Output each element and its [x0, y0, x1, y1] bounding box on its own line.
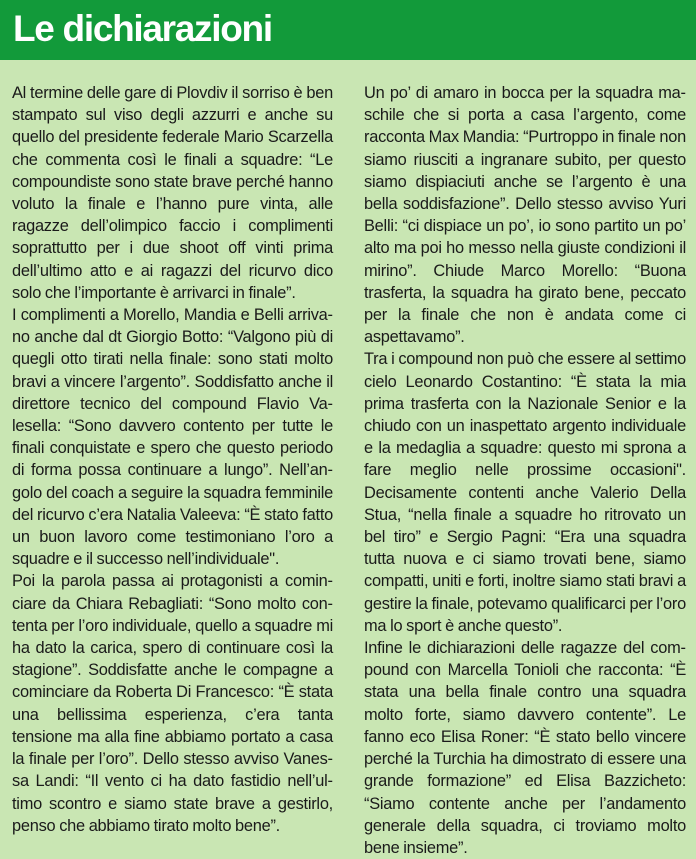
paragraph-men-recurve: Un po’ di amaro in bocca per la squadra maschile che si porta a casa l’argento, come racconta Max Mandia: “Purtroppo in finale non siamo riusciti a ingranare subito, per questo siamo dispiaciuti anche se l’argento è una bella soddisfazione”. Dello stesso avviso Yuri Belli: “ci dispiace un po’, io sono partito un po’ alto ma poi ho messo nella giuste condizioni il mirino”. Chiude Marco Morello: “Buona trasferta, la squadra ha girato bene, peccato per la finale che non è andata come ci aspettavamo”. — [364, 84, 686, 347]
paragraph-women-compound: Infine le dichiarazioni delle ragazze del compound con Marcella Tonioli che racconta: “È stata una bella finale contro una squadra molto forte, siamo davvero contente”. Le fanno eco Elisa Roner: “È stato bello vincere perché la Turchia ha dimostrato di essere una grande formazione” ed Elisa Bazzicheto: “Siamo contente anche per l’andamento generale della squadra, ci troviamo molto bene insieme”. — [364, 639, 686, 857]
paragraph-women-recurve: Poi la parola passa ai protagonisti a cominciare da Chiara Rebagliati: “Sono molto contenta per l’oro individuale, quello a squadre mi ha dato la carica, spero di continuare così la stagione”. Soddisfatte anche le compagne a cominciare da Roberta Di Francesco: “È stata una bellissima esperienza, c’era tanta tensione ma alla fine abbiamo portato a casa la finale per l’oro”. Dello stesso avviso Vanessa Landi: “Il vento ci ha dato fastidio nell’ultimo scontro e siamo state brave a gestirlo, penso che abbiamo tirato molto bene”. — [12, 572, 333, 835]
title-bar — [0, 0, 696, 60]
paragraph-scarzella: Al termine delle gare di Plovdiv il sorriso è ben stampato sul viso degli azzurri e anche su quello del presidente federale Mario Scarzella che commenta così le finali a squadre: “Le compoundiste sono state brave perché hanno voluto la finale e l’hanno pure vinta, alle ragazze dell’olimpico faccio i complimenti soprattutto per i due shoot off vinti prima dell’ultimo atto e ai ragazzi del ricurvo dico solo che l’importante è arrivarci in finale”. — [12, 84, 333, 302]
article-column-left — [12, 82, 333, 837]
article-column-right — [364, 82, 686, 859]
paragraph-men-compound: Tra i compound non può che essere al settimo cielo Leonardo Costantino: “È stata la mia prima trasferta con la Nazionale Senior e la chiudo con un inaspettato argento individuale e la medaglia a squadre: questo mi sprona a fare meglio nelle prossime occasioni". Decisamente contenti anche Valerio Della Stua, “nella finale a squadre ho ritrovato un bel tiro” e Sergio Pagni: “Era una squadra tutta nuova e ci siamo trovati bene, siamo compatti, uniti e forti, inoltre siamo stati bravi a gestire la finale, potevamo qualificarci per l’oro ma lo sport è anche questo”. — [364, 350, 686, 635]
paragraph-botto-valesella: I complimenti a Morello, Mandia e Belli arrivano anche dal dt Giorgio Botto: “Valgono più di quegli otto tirati nella finale: sono stati molto bravi a vincere l’argento”. Soddisfatto anche il direttore tecnico del compound Flavio Valesella: “Sono davvero contento per tutte le finali conquistate e spero che questo periodo di forma possa continuare a lungo”. Nell’angolo del coach a seguire la squadra femminile del ricurvo c’era Natalia Valeeva: “È stato fatto un buon lavoro come testimoniano l’oro a squadre e il successo nell’individuale". — [12, 306, 333, 569]
page-title: Le dichiarazioni — [13, 8, 272, 49]
